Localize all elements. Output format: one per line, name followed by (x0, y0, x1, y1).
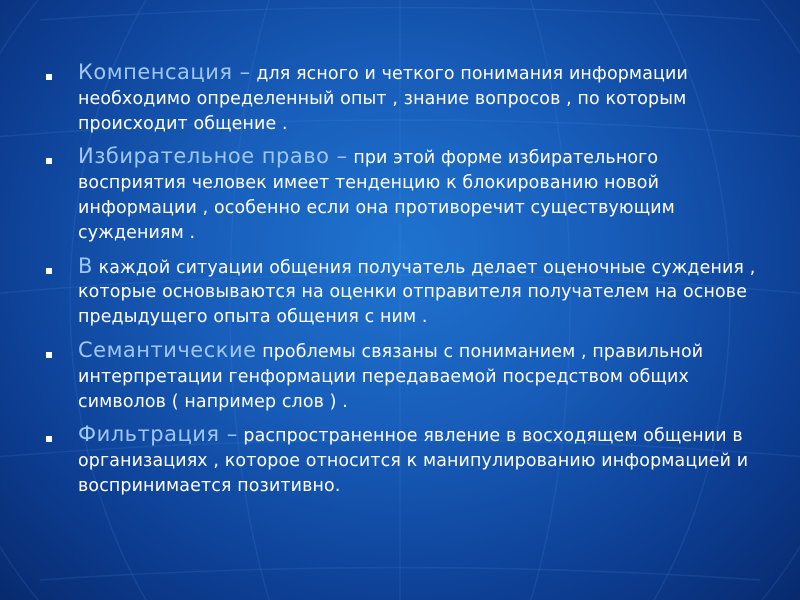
term-label: Компенсация – (78, 60, 251, 84)
definition-text: для ясного и четкого понимания информации необходимо определенный опыт , знание вопросов , по которым происходит общение . (78, 64, 688, 134)
square-bullet-icon (46, 158, 52, 164)
list-item-text (78, 338, 760, 414)
term-label: Семантические (78, 337, 257, 362)
term-label: Избирательное право – (78, 144, 348, 169)
definition-text: каждой ситуации общения получатель делает оценочные суждения , которые основываются на оценки отправителя получателем на основе предыдущего опыта общения с ним . (78, 257, 756, 328)
definition-text: при этой форме избирательного восприятия человек имеет тенденцию к блокированию новой информации , особенно если она противоречит существующим суждениям . (78, 148, 675, 243)
list-item-text (78, 60, 760, 136)
list-item-text (78, 254, 760, 330)
list-item (40, 422, 760, 498)
square-bullet-icon (46, 352, 52, 358)
list-item (40, 254, 760, 330)
definition-text: проблемы связаны с пониманием , правильной интерпретации генформации передаваемой посредством общих символов ( например слов ) . (78, 341, 704, 412)
term-label: Фильтрация – (78, 422, 238, 447)
square-bullet-icon (46, 74, 52, 80)
square-bullet-icon (46, 268, 52, 274)
square-bullet-icon (46, 436, 52, 442)
list-item (40, 144, 760, 245)
list-item-text (78, 422, 760, 498)
list-item (40, 338, 760, 414)
definition-text: распространенное явление в восходящем общении в организациях , которое относится к манипулированию информацией и воспринимается позитивно. (78, 426, 749, 496)
term-label: В (78, 253, 93, 278)
list-item-text (78, 144, 760, 245)
bullet-list (40, 60, 760, 507)
list-item (40, 60, 760, 136)
